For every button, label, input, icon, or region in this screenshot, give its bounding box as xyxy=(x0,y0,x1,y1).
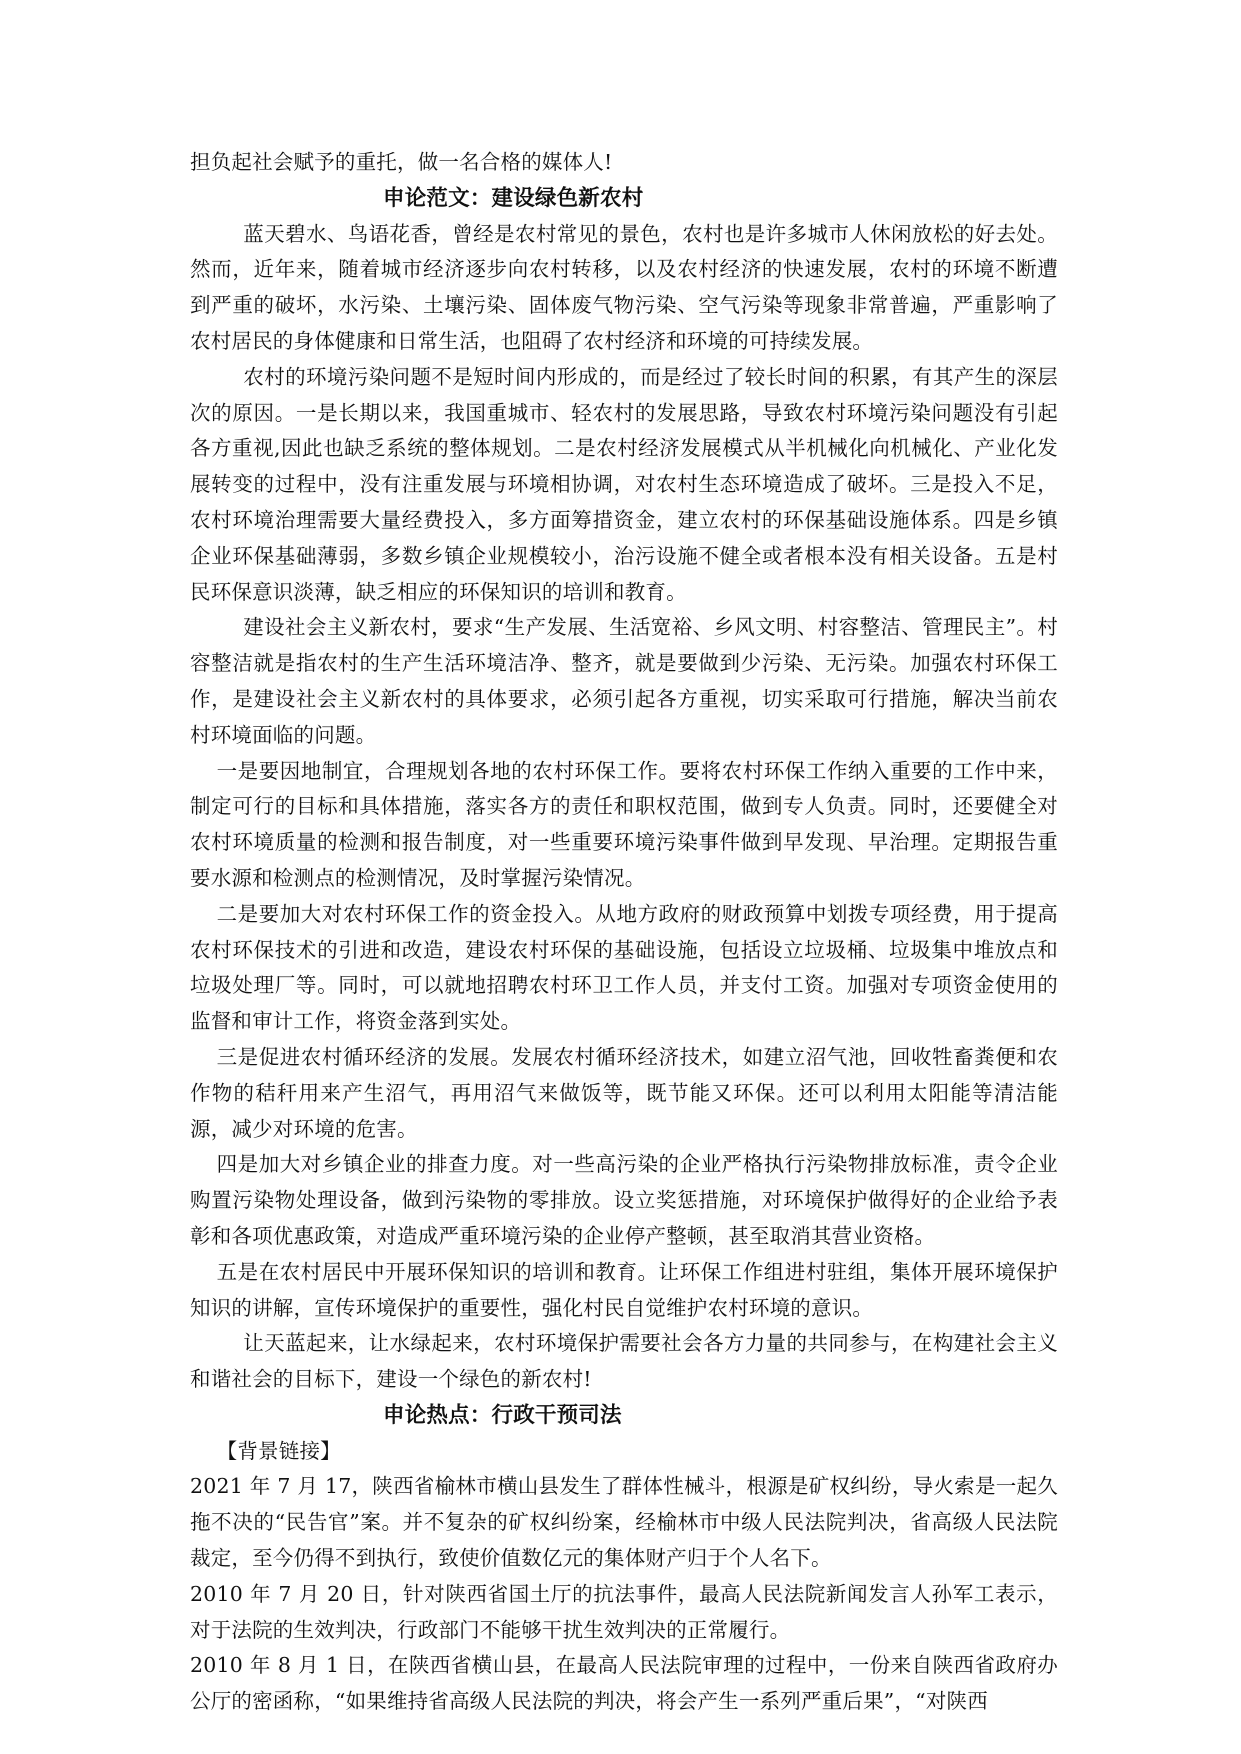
paragraph: 四是加大对乡镇企业的排查力度。对一些高污染的企业严格执行污染物排放标准，责令企业购置污染物处理设备，做到污染物的零排放。设立奖惩措施，对环境保护做得好的企业给予表彰和各项优惠政策，对造成严重环境污染的企业停产整顿，甚至取消其营业资格。 xyxy=(190,1152,1058,1248)
lead-line: 担负起社会赋予的重托，做一名合格的媒体人! xyxy=(190,150,613,174)
paragraph: 二是要加大对农村环保工作的资金投入。从地方政府的财政预算中划拨专项经费，用于提高农村环保技术的引进和改造，建设农村环保的基础设施，包括设立垃圾桶、垃圾集中堆放点和垃圾处理厂等。同时，可以就地招聘农村环卫工作人员，并支付工资。加强对专项资金使用的监督和审计工作，将资金落到实处。 xyxy=(190,901,1058,1034)
paragraph: 一是要因地制宜，合理规划各地的农村环保工作。要将农村环保工作纳入重要的工作中来，制定可行的目标和具体措施，落实各方的责任和职权范围，做到专人负责。同时，还要健全对农村环境质量的检测和报告制度，对一些重要环境污染事件做到早发现、早治理。定期报告重要水源和检测点的检测情况，及时掌握污染情况。 xyxy=(190,758,1058,890)
paragraph: 让天蓝起来，让水绿起来，农村环境保护需要社会各方力量的共同参与，在构建社会主义和谐社会的目标下，建设一个绿色的新农村! xyxy=(190,1331,1058,1392)
paragraph: 蓝天碧水、鸟语花香，曾经是农村常见的景色，农村也是许多城市人休闲放松的好去处。然而，近年来，随着城市经济逐步向农村转移，以及农村经济的快速发展，农村的环境不断遭到严重的破坏，水污染、土壤污染、固体废气物污染、空气污染等现象非常普遍，严重影响了农村居民的身体健康和日常生活，也阻碍了农村经济和环境的可持续发展。 xyxy=(190,221,1058,353)
section-title-green-countryside: 申论范文：建设绿色新农村 xyxy=(383,185,644,211)
paragraph: 建设社会主义新农村，要求“生产发展、生活宽裕、乡风文明、村容整洁、管理民主”。村容整洁就是指农村的生产生活环境洁净、整齐，就是要做到少污染、无污染。加强农村环保工作，是建设社会主义新农村的具体要求，必须引起各方重视，切实采取可行措施，解决当前农村环境面临的问题。 xyxy=(190,615,1058,747)
document-page xyxy=(190,145,1058,1720)
paragraph: 2010 年 7 月 20 日，针对陕西省国土厅的抗法事件，最高人民法院新闻发言人孙军工表示，对于法院的生效判决，行政部门不能够干扰生效判决的正常履行。 xyxy=(190,1581,1058,1642)
paragraph: 五是在农村居民中开展环保知识的培训和教育。让环保工作组进村驻组，集体开展环境保护知识的讲解，宣传环境保护的重要性，强化村民自觉维护农村环境的意识。 xyxy=(190,1259,1058,1320)
paragraph: 农村的环境污染问题不是短时间内形成的，而是经过了较长时间的积累，有其产生的深层次的原因。一是长期以来，我国重城市、轻农村的发展思路，导致农村环境污染问题没有引起各方重视,因此也缺乏系统的整体规划。二是农村经济发展模式从半机械化向机械化、产业化发展转变的过程中，没有注重发展与环境相协调，对农村生态环境造成了破坏。三是投入不足，农村环境治理需要大量经费投入，多方面筹措资金，建立农村的环保基础设施体系。四是乡镇企业环保基础薄弱，多数乡镇企业规模较小，治污设施不健全或者根本没有相关设备。五是村民环保意识淡薄，缺乏相应的环保知识的培训和教育。 xyxy=(190,364,1058,604)
paragraph: 三是促进农村循环经济的发展。发展农村循环经济技术，如建立沼气池，回收牲畜粪便和农作物的秸秆用来产生沼气，再用沼气来做饭等，既节能又环保。还可以利用太阳能等清洁能源，减少对环境的危害。 xyxy=(190,1044,1058,1141)
paragraph: 2021 年 7 月 17，陕西省榆林市横山县发生了群体性械斗，根源是矿权纠纷，导火索是一起久拖不决的“民告官”案。并不复杂的矿权纠纷案，经榆林市中级人民法院判决，省高级人民法院裁定，至今仍得不到执行，致使价值数亿元的集体财产归于个人名下。 xyxy=(190,1474,1058,1571)
paragraph: 2010 年 8 月 1 日，在陕西省横山县，在最高人民法院审理的过程中，一份来自陕西省政府办公厅的密函称，“如果维持省高级人民法院的判决，将会产生一系列严重后果”，“对陕西 xyxy=(190,1653,1058,1714)
background-label: 【背景链接】 xyxy=(216,1438,341,1463)
section-title-administrative-interference: 申论热点：行政干预司法 xyxy=(383,1402,622,1428)
